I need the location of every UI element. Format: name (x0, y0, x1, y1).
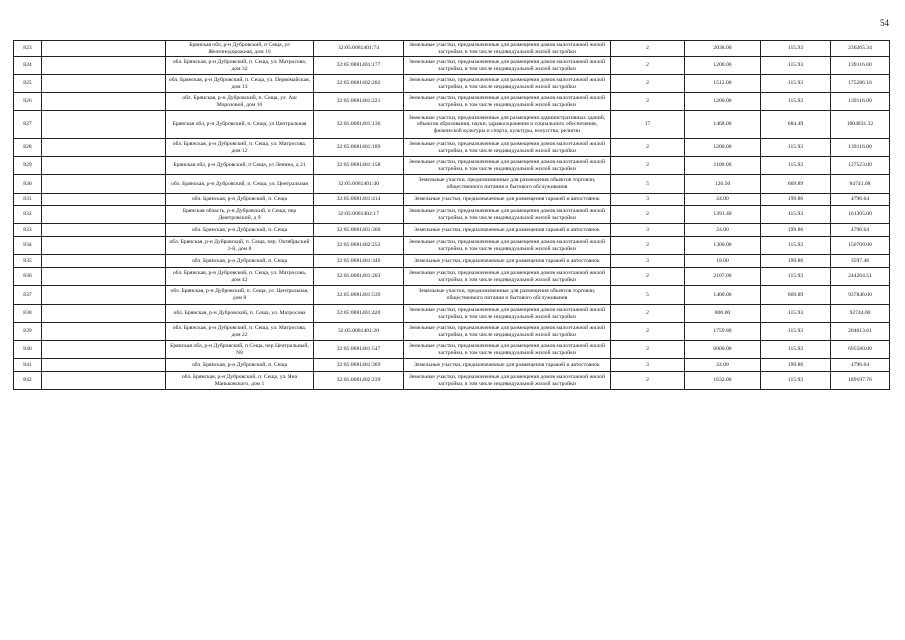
land-use-cell: Земельные участки, предназначенные для размещения домов малоэтажной жилой застройки, в том числе индивидуальной жилой застройки (404, 75, 611, 93)
address-cell: обл. Брянская, р-н Дубровский, п. Сеща, ул. Матросова (166, 305, 314, 323)
group-number-cell: 3 (611, 224, 685, 237)
land-use-cell: Земельные участки, предназначенные для размещения домов малоэтажной жилой застройки, в том числе индивидуальной жилой застройки (404, 305, 611, 323)
cadastral-number-cell: 32:05:0081401:40 (314, 175, 404, 194)
row-number: 835 (14, 255, 42, 268)
address-cell: обл. Брянская, р-н Дубровский, п. Сеща, ул. Матросова, дом 12 (166, 139, 314, 157)
row-number: 833 (14, 224, 42, 237)
cadastral-value-cell: 4796.64 (831, 224, 890, 237)
row-number: 837 (14, 286, 42, 305)
land-use-cell: Земельные участки, предназначенные для размещения домов малоэтажной жилой застройки, в том числе индивидуальной жилой застройки (404, 323, 611, 341)
blank-cell (42, 57, 166, 75)
row-number: 830 (14, 175, 42, 194)
cadastral-number-cell: 32:05:0081401:369 (314, 359, 404, 372)
group-number-cell: 2 (611, 41, 685, 57)
cadastral-number-cell: 32:05:0081401:420 (314, 305, 404, 323)
blank-cell (42, 286, 166, 305)
group-number-cell: 2 (611, 372, 685, 390)
table-row (14, 175, 890, 194)
group-number-cell: 2 (611, 341, 685, 359)
address-cell: обл. Брянская, р-н Дубровский, п. Сеща, ул. Матросова, дом 32 (166, 57, 314, 75)
cadastral-value-cell: 139116.00 (831, 93, 890, 111)
group-number-cell: 17 (611, 111, 685, 139)
row-number: 829 (14, 157, 42, 175)
group-number-cell: 5 (611, 286, 685, 305)
table-row (14, 268, 890, 286)
blank-cell (42, 93, 166, 111)
specific-value-cell: 115.93 (761, 93, 831, 111)
table-body (14, 41, 890, 390)
cadastral-value-cell: 3597.48 (831, 255, 890, 268)
table-row (14, 323, 890, 341)
table-row (14, 139, 890, 157)
address-cell: обл. Брянская, р-н Дубровский, п. Сеща, пер. Октябрьский 1-й, дом 8 (166, 237, 314, 255)
area-cell: 1391.40 (685, 206, 761, 224)
specific-value-cell: 115.93 (761, 75, 831, 93)
land-use-cell: Земельные участки, предназначенные для размещения административных зданий, объектов образования, науки, здравоохранения и социального обеспечения, физической культуры и спорта, культуры, искусства, религии (404, 111, 611, 139)
group-number-cell: 2 (611, 305, 685, 323)
blank-cell (42, 323, 166, 341)
address-cell: Брянская обл, р-н Дубровский, п Сеща, ул Железнодорожная, дом 16 (166, 41, 314, 57)
specific-value-cell: 115.93 (761, 41, 831, 57)
blank-cell (42, 75, 166, 93)
specific-value-cell: 199.86 (761, 194, 831, 206)
table-row (14, 255, 890, 268)
area-cell: 126.50 (685, 175, 761, 194)
row-number: 827 (14, 111, 42, 139)
specific-value-cell: 199.86 (761, 359, 831, 372)
row-number: 836 (14, 268, 42, 286)
group-number-cell: 3 (611, 359, 685, 372)
cadastral-value-cell: 695580.00 (831, 341, 890, 359)
specific-value-cell: 115.93 (761, 305, 831, 323)
row-number: 839 (14, 323, 42, 341)
land-registry-table (13, 40, 890, 390)
area-cell: 1300.00 (685, 237, 761, 255)
land-use-cell: Земельные участки, предназначенные для размещения домов малоэтажной жилой застройки, в том числе индивидуальной жилой застройки (404, 341, 611, 359)
cadastral-number-cell: 32:05:0081401:20 (314, 323, 404, 341)
cadastral-value-cell: 150709.00 (831, 237, 890, 255)
address-cell: обл. Брянская, р-н Дубровский, п. Сеща, ул. Центральная (166, 175, 314, 194)
land-use-cell: Земельные участки, предназначенные для размещения домов малоэтажной жилой застройки, в том числе индивидуальной жилой застройки (404, 157, 611, 175)
blank-cell (42, 157, 166, 175)
blank-cell (42, 139, 166, 157)
area-cell: 24.00 (685, 194, 761, 206)
cadastral-number-cell: 32:05:0081402:252 (314, 237, 404, 255)
specific-value-cell: 115.93 (761, 139, 831, 157)
group-number-cell: 3 (611, 255, 685, 268)
area-cell: 6000.00 (685, 341, 761, 359)
page-number: 54 (880, 18, 889, 28)
land-use-cell: Земельные участки, предназначенные для размещения домов малоэтажной жилой застройки, в том числе индивидуальной жилой застройки (404, 237, 611, 255)
group-number-cell: 5 (611, 175, 685, 194)
area-cell: 2038.00 (685, 41, 761, 57)
cadastral-number-cell: 32:05:0081401:158 (314, 157, 404, 175)
specific-value-cell: 115.93 (761, 341, 831, 359)
group-number-cell: 2 (611, 75, 685, 93)
table-row (14, 224, 890, 237)
land-use-cell: Земельные участки, предназначенные для размещения домов малоэтажной жилой застройки, в том числе индивидуальной жилой застройки (404, 41, 611, 57)
table-row (14, 372, 890, 390)
specific-value-cell: 115.93 (761, 268, 831, 286)
specific-value-cell: 115.93 (761, 323, 831, 341)
table-row (14, 41, 890, 57)
blank-cell (42, 175, 166, 194)
table-row (14, 305, 890, 323)
cadastral-value-cell: 139116.00 (831, 57, 890, 75)
blank-cell (42, 255, 166, 268)
land-use-cell: Земельные участки, предназначенные для размещения гаражей и автостоянок (404, 194, 611, 206)
land-use-cell: Земельные участки, предназначенные для размещения объектов торговли, общественного питания и бытового обслуживания (404, 286, 611, 305)
area-cell: 24.00 (685, 224, 761, 237)
cadastral-value-cell: 127523.00 (831, 157, 890, 175)
land-use-cell: Земельные участки, предназначенные для размещения домов малоэтажной жилой застройки, в том числе индивидуальной жилой застройки (404, 372, 611, 390)
address-cell: обл. Брянская, р-н Дубровский, п. Сеща (166, 359, 314, 372)
land-use-cell: Земельные участки, предназначенные для размещения гаражей и автостоянок (404, 359, 611, 372)
table-row (14, 57, 890, 75)
group-number-cell: 2 (611, 157, 685, 175)
cadastral-value-cell: 4796.64 (831, 359, 890, 372)
address-cell: Брянская область, р-н Дубровский, п Сеща, пер Дмитровский, д 9 (166, 206, 314, 224)
cadastral-value-cell: 175286.16 (831, 75, 890, 93)
group-number-cell: 3 (611, 194, 685, 206)
area-cell: 1759.80 (685, 323, 761, 341)
area-cell: 1632.00 (685, 372, 761, 390)
row-number: 825 (14, 75, 42, 93)
address-cell: обл. Брянская, р-н Дубровский, п. Сеща, ул. Аш Морозовой, дом 16 (166, 93, 314, 111)
blank-cell (42, 194, 166, 206)
specific-value-cell: 199.86 (761, 255, 831, 268)
group-number-cell: 2 (611, 323, 685, 341)
address-cell: обл. Брянская, р-н Дубровский, п. Сеща, ул. Центральная, дом 8 (166, 286, 314, 305)
cadastral-number-cell: 32:05:0081401:203 (314, 268, 404, 286)
area-cell: 1200.00 (685, 93, 761, 111)
cadastral-value-cell: 1004831.32 (831, 111, 890, 139)
row-number: 828 (14, 139, 42, 157)
group-number-cell: 2 (611, 206, 685, 224)
row-number: 841 (14, 359, 42, 372)
address-cell: обл. Брянская, р-н Дубровский, п. Сеща, ул. Матросова, дом 42 (166, 268, 314, 286)
land-use-cell: Земельные участки, предназначенные для размещения гаражей и автостоянок (404, 224, 611, 237)
table-row (14, 75, 890, 93)
cadastral-number-cell: 32:05:0081401:547 (314, 341, 404, 359)
group-number-cell: 2 (611, 93, 685, 111)
cadastral-number-cell: 32:05:0081402:239 (314, 372, 404, 390)
area-cell: 2107.00 (685, 268, 761, 286)
area-cell: 1400.00 (685, 286, 761, 305)
cadastral-number-cell: 32:05:0081401:221 (314, 93, 404, 111)
blank-cell (42, 206, 166, 224)
table-row (14, 194, 890, 206)
cadastral-value-cell: 161305.00 (831, 206, 890, 224)
land-use-cell: Земельные участки, предназначенные для размещения объектов торговли, общественного питания и бытового обслуживания (404, 175, 611, 194)
row-number: 824 (14, 57, 42, 75)
row-number: 831 (14, 194, 42, 206)
cadastral-value-cell: 4796.64 (831, 194, 890, 206)
cadastral-number-cell: 32:05:0081401:136 (314, 111, 404, 139)
land-use-cell: Земельные участки, предназначенные для размещения домов малоэтажной жилой застройки, в том числе индивидуальной жилой застройки (404, 206, 611, 224)
specific-value-cell: 115.93 (761, 157, 831, 175)
row-number: 838 (14, 305, 42, 323)
group-number-cell: 2 (611, 268, 685, 286)
cadastral-number-cell: 32:05:0081401:539 (314, 286, 404, 305)
table-row (14, 157, 890, 175)
area-cell: 800.00 (685, 305, 761, 323)
cadastral-value-cell: 139116.00 (831, 139, 890, 157)
blank-cell (42, 224, 166, 237)
table-row (14, 286, 890, 305)
cadastral-value-cell: 189197.76 (831, 372, 890, 390)
blank-cell (42, 359, 166, 372)
address-cell: обл. Брянская, р-н Дубровский, п. Сеща, ул. Первомайская, дом 13 (166, 75, 314, 93)
address-cell: обл. Брянская, р-н Дубровский, п. Сеща (166, 255, 314, 268)
blank-cell (42, 237, 166, 255)
blank-cell (42, 41, 166, 57)
specific-value-cell: 684.49 (761, 111, 831, 139)
blank-cell (42, 305, 166, 323)
specific-value-cell: 199.86 (761, 224, 831, 237)
table-row (14, 237, 890, 255)
cadastral-value-cell: 236265.34 (831, 41, 890, 57)
land-use-cell: Земельные участки, предназначенные для размещения домов малоэтажной жилой застройки, в том числе индивидуальной жилой застройки (404, 57, 611, 75)
cadastral-number-cell: 32:05:0081401:189 (314, 139, 404, 157)
address-cell: Брянская обл, р-н Дубровский, п Сеща, пер Центральный, N8 (166, 341, 314, 359)
area-cell: 24.00 (685, 359, 761, 372)
cadastral-number-cell: 32:05:0081402:282 (314, 75, 404, 93)
area-cell: 1200.00 (685, 139, 761, 157)
group-number-cell: 2 (611, 57, 685, 75)
cadastral-value-cell: 244264.51 (831, 268, 890, 286)
area-cell: 1468.00 (685, 111, 761, 139)
blank-cell (42, 372, 166, 390)
row-number: 823 (14, 41, 42, 57)
area-cell: 1512.00 (685, 75, 761, 93)
cadastral-number-cell: 32:05:0081401:414 (314, 194, 404, 206)
cadastral-value-cell: 204013.61 (831, 323, 890, 341)
cadastral-value-cell: 937846.00 (831, 286, 890, 305)
cadastral-number-cell: 32:05:0081401:360 (314, 224, 404, 237)
land-use-cell: Земельные участки, предназначенные для размещения домов малоэтажной жилой застройки, в том числе индивидуальной жилой застройки (404, 93, 611, 111)
cadastral-value-cell: 92744.00 (831, 305, 890, 323)
specific-value-cell: 669.89 (761, 286, 831, 305)
specific-value-cell: 115.93 (761, 57, 831, 75)
area-cell: 1100.00 (685, 157, 761, 175)
address-cell: Брянская обл, р-н Дубровский, п Сеща, ул Ленина, д 21 (166, 157, 314, 175)
cadastral-number-cell: 32:05:0081401:340 (314, 255, 404, 268)
cadastral-number-cell: 32:05:0081401:177 (314, 57, 404, 75)
area-cell: 18.00 (685, 255, 761, 268)
group-number-cell: 2 (611, 139, 685, 157)
table-row (14, 206, 890, 224)
specific-value-cell: 115.93 (761, 206, 831, 224)
address-cell: обл. Брянская, р-н Дубровский, п. Сеща (166, 194, 314, 206)
row-number: 834 (14, 237, 42, 255)
area-cell: 1200.00 (685, 57, 761, 75)
address-cell: обл. Брянская, р-н Дубровский, п. Сеща, ул. Яна Маньковского, дом 1 (166, 372, 314, 390)
land-use-cell: Земельные участки, предназначенные для размещения домов малоэтажной жилой застройки, в том числе индивидуальной жилой застройки (404, 268, 611, 286)
group-number-cell: 2 (611, 237, 685, 255)
address-cell: Брянская обл, р-н Дубровский, п. Сеща, ул Центральная (166, 111, 314, 139)
blank-cell (42, 268, 166, 286)
address-cell: обл. Брянская, р-н Дубровский, п. Сеща, ул. Матросова, дом 22 (166, 323, 314, 341)
cadastral-number-cell: 32:05:0081402:17 (314, 206, 404, 224)
specific-value-cell: 669.89 (761, 175, 831, 194)
table-row (14, 93, 890, 111)
land-use-cell: Земельные участки, предназначенные для размещения домов малоэтажной жилой застройки, в том числе индивидуальной жилой застройки (404, 139, 611, 157)
land-use-cell: Земельные участки, предназначенные для размещения гаражей и автостоянок (404, 255, 611, 268)
row-number: 842 (14, 372, 42, 390)
table-row (14, 111, 890, 139)
specific-value-cell: 115.93 (761, 372, 831, 390)
blank-cell (42, 111, 166, 139)
specific-value-cell: 115.93 (761, 237, 831, 255)
row-number: 832 (14, 206, 42, 224)
blank-cell (42, 341, 166, 359)
address-cell: обл. Брянская, р-н Дубровский, п. Сеща (166, 224, 314, 237)
row-number: 826 (14, 93, 42, 111)
cadastral-value-cell: 84741.08 (831, 175, 890, 194)
row-number: 840 (14, 341, 42, 359)
cadastral-number-cell: 32:05:0081401:74 (314, 41, 404, 57)
table-row (14, 341, 890, 359)
table-row (14, 359, 890, 372)
